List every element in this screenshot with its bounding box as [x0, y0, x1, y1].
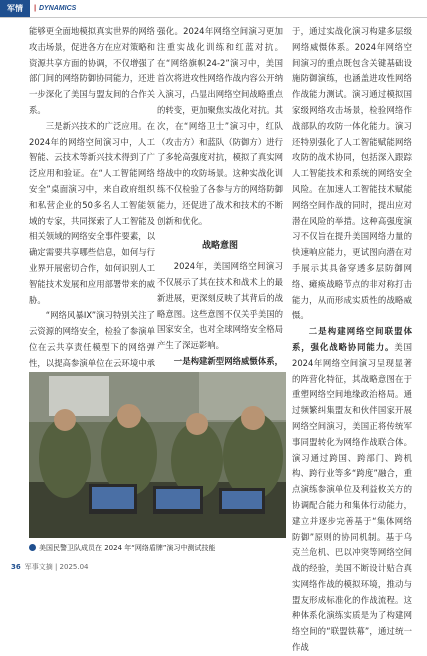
column1-paragraph-1: 能够更全面地模拟真实世界的网络攻击场景，促进各方在应对策略和资源共享方面的协调，不仅增强了部门间的网络防御协同能力，还进一步深化了美国与盟友间的合作关系。 [29, 26, 155, 115]
section-heading: 战略意图 [201, 241, 238, 252]
column3-paragraph-2-lead: 二是构建网络空间联盟体系，强化战略协同能力。 [292, 326, 412, 352]
column-3 [292, 24, 412, 656]
caption-bullet-icon [29, 544, 36, 551]
column2-paragraph-3: 一是构建新型网络威慑体系， [173, 355, 283, 366]
column1-paragraph-2: 三是新兴技术的广泛应用。在2024年的网络空间演习中，人工智能、云技术等新兴技术得到了广泛应用和验证。在“人工智能网络安全”桌面演习中，来自政府组织和私营企业的50多名人工智能领域的专家，共同探索了人工智能及相关领域的网络安全事件要素，以确定需要共享哪些信息，如何与行业界开展密切合作，如何识别人工智能技术发展和应用部署带来的威胁。 [29, 120, 155, 305]
photo-illustration [29, 372, 286, 538]
column-1 [29, 24, 155, 403]
article-photo [29, 372, 286, 538]
column3-paragraph-2-rest: 美国2024年网络空间演习呈现显著的阵营化特征，其战略意图在于重塑网络空间地缘政治格局。通过频繁纠集盟友和伙伴国家开展网络空间演习，美国正将传统军事同盟转化为网络作战联合体。演习通过跨国、跨部门、跨机构、跨行业等多“跨度”融合，重点演练参演单位及利益攸关方的协调配合能力和集体行动能力，建立并逐步完善基于“集体网络防御”原则的协同机制。基于乌克兰危机、巴以冲突等网络空间战的经验，美国不断设计贴合真实网络作战的模拟环境，推动与盟友形成标准化的作战流程。这种体系化演练实质是为了构建网络空间的“联盟铁幕”，通过统一作战 [292, 341, 413, 653]
caption-text: 美国民警卫队成员在 2024 年“网络盾牌”演习中测试技能 [39, 544, 216, 552]
section-en-text: DYNAMICS [38, 5, 77, 12]
column3-paragraph-1: 于，通过实战化演习构建多层级网络威慑体系。2024年网络空间演习的重点既包含关键基础设施防御演练，也涵盖进攻性网络作战能力测试。演习通过模拟国家级网络攻击场景，检验网络作战部队的攻防一体化能力。演习还特别强化了人工智能赋能网络攻防的战术协同，包括深入跟踪人工智能技术和系统的网络安全风险。在加速人工智能技术赋能网络空间作战的同时，提出应对潜在风险的举措。这种高强度演习不仅旨在提升美国网络力量的快速响应能力，更试图向潜在对手展示其具备穿透多层防御网络、瘫痪战略节点的非对称打击能力，从而形成实质性的战略威慑。 [292, 26, 412, 321]
page-footer [11, 561, 89, 573]
header-bar [0, 0, 427, 18]
column2-paragraph-1: 强化。2024年网络空间演习更加注重实战化训练和红蓝对抗。在“网络旗帜24-2”演习中，美国首次将进攻性网络作战内容公开纳入演习，凸显出网络空间战略重点的转变，更加聚焦实战化对抗。其次，在“网络卫士”演习中，红队（攻击方）和蓝队（防御方）进行了多轮高强度对抗，模拟了真实网络战中的攻防场景。这种实战化训练不仅检验了各参与方的网络防御能力，还促进了战术和技术的不断创新和优化。 [157, 26, 283, 226]
column2-paragraph-2: 2024年，美国网络空间演习不仅展示了其在技术和战术上的最新进展，更深刻反映了其背后的战略意图。这些意图不仅关乎美国的国家安全，也对全球网络安全格局产生了深远影响。 [157, 261, 283, 351]
issue-label: 军事文摘 | 2025.04 [24, 563, 89, 571]
section-english-label: | DYNAMICS [34, 5, 77, 12]
column-2 [157, 24, 283, 401]
photo-caption [29, 542, 286, 554]
section-tag: 军情 [0, 0, 30, 17]
column3-paragraph-2 [292, 324, 412, 656]
column1-paragraph-3: “网络风暴IX”演习特别关注了云资源的网络安全，检验了参演单位在云共享责任模型下的网络弹性，以提高参演单位在云环境中承 [29, 310, 155, 368]
page-number: 36 [11, 563, 21, 571]
